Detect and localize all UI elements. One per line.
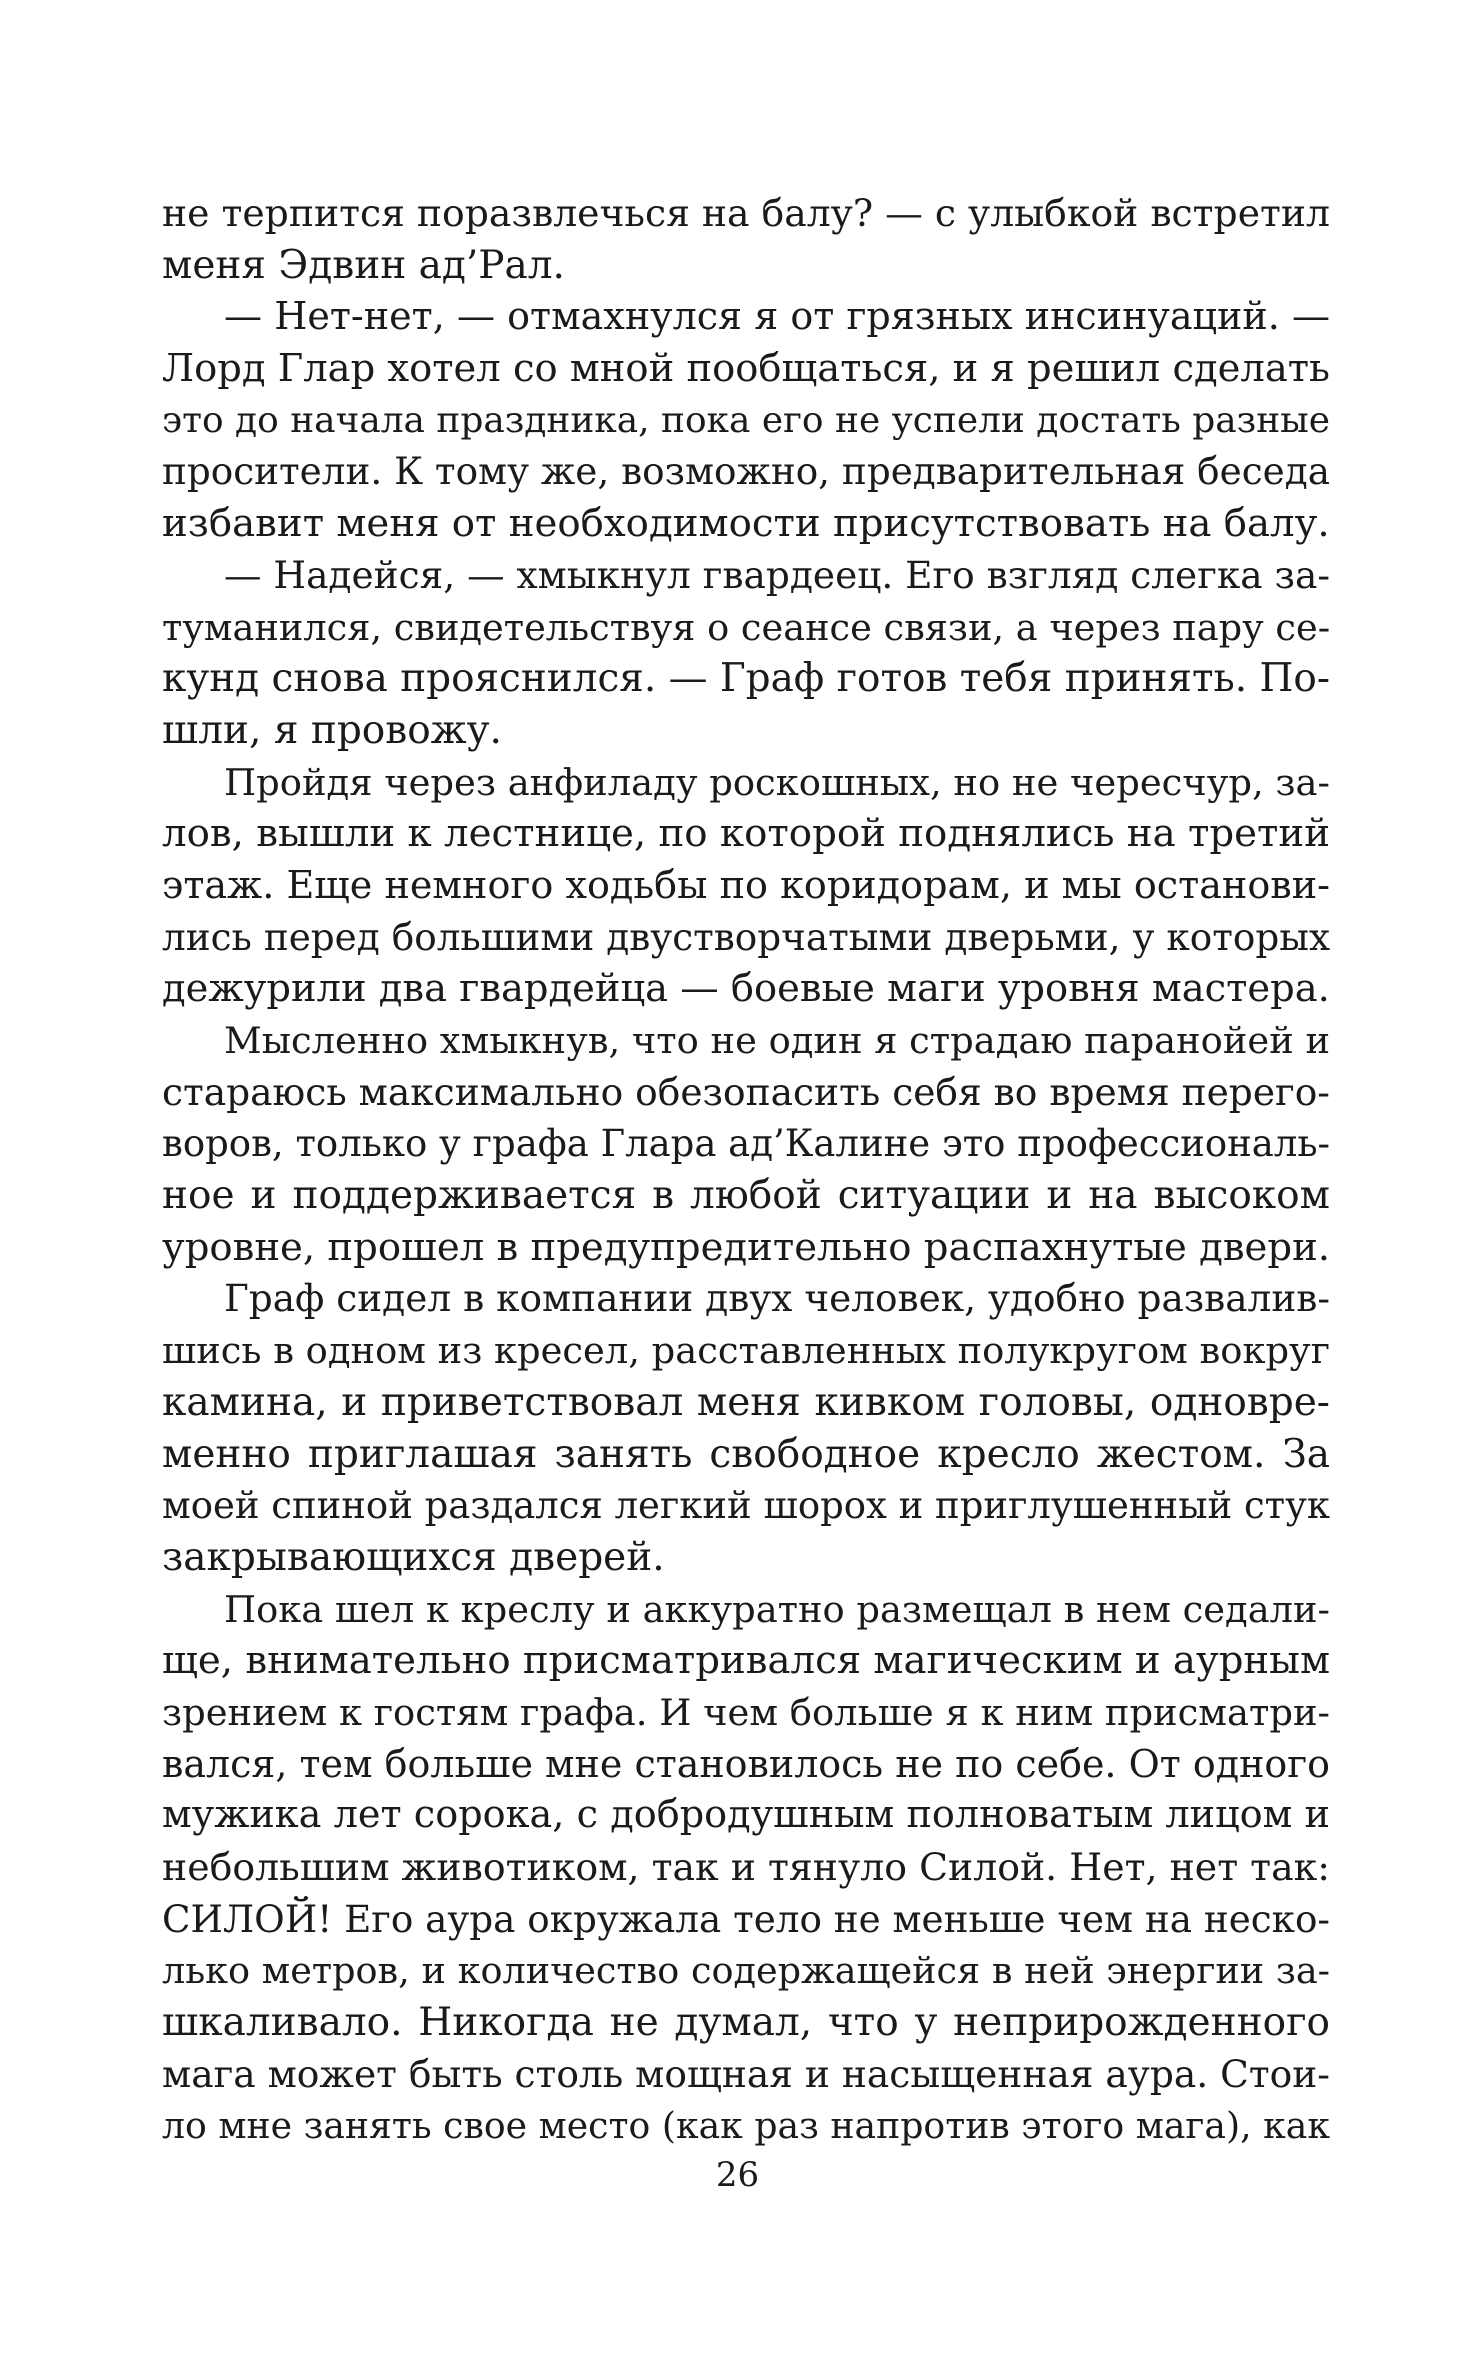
text-line: дежурили два гвардейца — боевые маги уровня мастера. (162, 966, 1330, 1012)
text-line: уровне, прошел в предупредительно распахнутые двери. (162, 1224, 1331, 1270)
text-line: шись в одном из кресел, расставленных полукругом вокруг (162, 1329, 1330, 1373)
text-line: лов, вышли к лестнице, по которой поднялись на третий (162, 811, 1330, 857)
text-line: моей спиной раздался легкий шорох и приглушенный стук (162, 1484, 1330, 1528)
text-line: лись перед большими двустворчатыми дверьми, у которых (162, 914, 1330, 959)
text-line: камина, и приветствовал меня кивком головы, одновре- (162, 1379, 1330, 1425)
text-line: СИЛОЙ! Его аура окружала тело не меньше чем на неско- (162, 1896, 1330, 1941)
text-line: менно приглашая занять свободное кресло жестом. За (162, 1431, 1330, 1477)
page-number: 26 (715, 2155, 760, 2195)
text-line: мага может быть столь мощная и насыщенная аура. Стои- (162, 2051, 1330, 2096)
text-line: просители. К тому же, возможно, предварительная беседа (162, 449, 1330, 494)
text-line: шкаливало. Никогда не думал, что у неприрожденного (162, 2000, 1330, 2046)
text-line: кунд снова прояснился. — Граф готов тебя принять. По- (162, 656, 1330, 702)
text-line: шли, я провожу. (162, 707, 502, 753)
text-line: ще, внимательно присматривался магическим и аурным (162, 1638, 1330, 1684)
text-line: небольшим животиком, так и тянуло Силой. Нет, нет так: (162, 1845, 1330, 1889)
body-text (162, 188, 1330, 2152)
text-line: Граф сидел в компании двух человек, удобно развалив- (224, 1276, 1330, 1321)
text-line: избавит меня от необходимости присутствовать на балу. (162, 501, 1330, 547)
text-line: закрывающихся дверей. (162, 1534, 665, 1580)
text-line: — Нет-нет, — отмахнулся я от грязных инсинуаций. — (224, 294, 1330, 339)
text-line: воров, только у графа Глара ад’Калине это профессиональ- (162, 1122, 1330, 1166)
text-line: мужика лет сорока, с добродушным полноватым лицом и (162, 1793, 1330, 1838)
text-line: не терпится поразвлечься на балу? — с улыбкой встретил (162, 191, 1330, 235)
text-line: этаж. Еще немного ходьбы по коридорам, и мы останови- (162, 862, 1330, 907)
text-line: это до начала праздника, пока его не успели достать разные (162, 399, 1330, 441)
text-line: стараюсь максимально обезопасить себя во время перего- (162, 1069, 1330, 1114)
text-line: Мысленно хмыкнув, что не один я страдаю паранойей и (224, 1019, 1330, 1062)
text-line: меня Эдвин ад’Рал. (162, 242, 565, 288)
text-line: лько метров, и количество содержащейся в ней энергии за- (162, 1949, 1330, 1993)
text-line: ное и поддерживается в любой ситуации и на высоком (162, 1173, 1330, 1219)
text-line: вался, тем больше мне становилось не по себе. От одного (162, 1741, 1330, 1786)
text-line: ло мне занять свое место (как раз напротив этого мага), как (162, 2104, 1330, 2148)
text-line: туманился, свидетельствуя о сеансе связи, а через пару се- (162, 605, 1331, 649)
text-line: Лорд Глар хотел со мной пообщаться, и я решил сделать (162, 346, 1330, 392)
text-line: Пройдя через анфиладу роскошных, но не чересчур, за- (224, 760, 1330, 804)
text-line: Пока шел к креслу и аккуратно размещал в нем седали- (224, 1587, 1330, 1631)
text-line: — Надейся, — хмыкнул гвардеец. Его взгляд слегка за- (224, 552, 1330, 597)
text-line: зрением к гостям графа. И чем больше я к ним присматри- (162, 1690, 1330, 1734)
